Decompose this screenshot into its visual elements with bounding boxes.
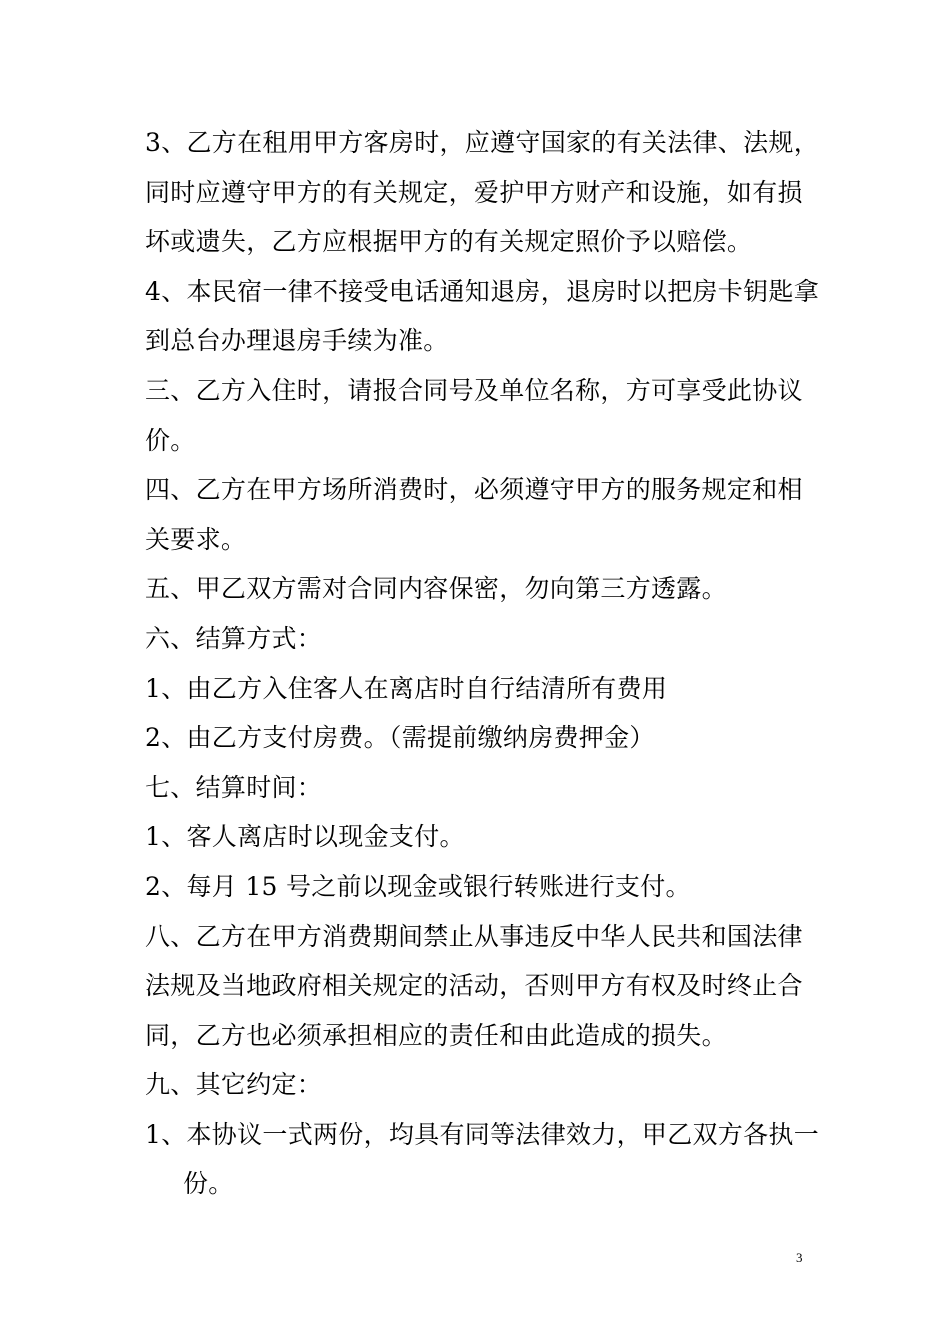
clause-6-heading: 六、结算方式： [145,623,323,653]
clause-2-item-3: 3、乙方在租用甲方客房时，应遵守国家的有关法律、法规，同时应遵守甲方的有关规定，爱护甲方财产和设施，如有损坏或遗失，乙方应根据甲方的有关规定照价予以赔偿。 [145,128,820,257]
clause-6-item-1: 1、由乙方入住客人在离店时自行结清所有费用 [145,673,668,703]
clause-9-heading: 九、其它约定： [145,1070,323,1100]
clause-9-item-1: 1、本协议一式两份，均具有同等法律效力，甲乙双方各执一份。 [145,1119,820,1199]
clause-5: 五、甲乙双方需对合同内容保密，勿向第三方透露。 [145,574,727,604]
clause-7-item-1: 1、客人离店时以现金支付。 [145,822,465,852]
clause-7-item-2: 2、每月 15 号之前以现金或银行转账进行支付。 [145,871,691,901]
clause-3: 三、乙方入住时，请报合同号及单位名称，方可享受此协议价。 [145,375,803,455]
clause-2-item-4: 4、本民宿一律不接受电话通知退房，退房时以把房卡钥匙拿到总台办理退房手续为准。 [145,276,820,356]
clause-6-item-2: 2、由乙方支付房费。（需提前缴纳房费押金） [145,723,655,753]
clause-8: 八、乙方在甲方消费期间禁止从事违反中华人民共和国法律法规及当地政府相关规定的活动，否则甲方有权及时终止合同，乙方也必须承担相应的责任和由此造成的损失。 [145,921,803,1050]
page-number: 3 [796,1250,803,1265]
clause-7-heading: 七、结算时间： [145,772,323,802]
document-body [145,118,825,1209]
clause-4: 四、乙方在甲方场所消费时，必须遵守甲方的服务规定和相关要求。 [145,475,803,554]
